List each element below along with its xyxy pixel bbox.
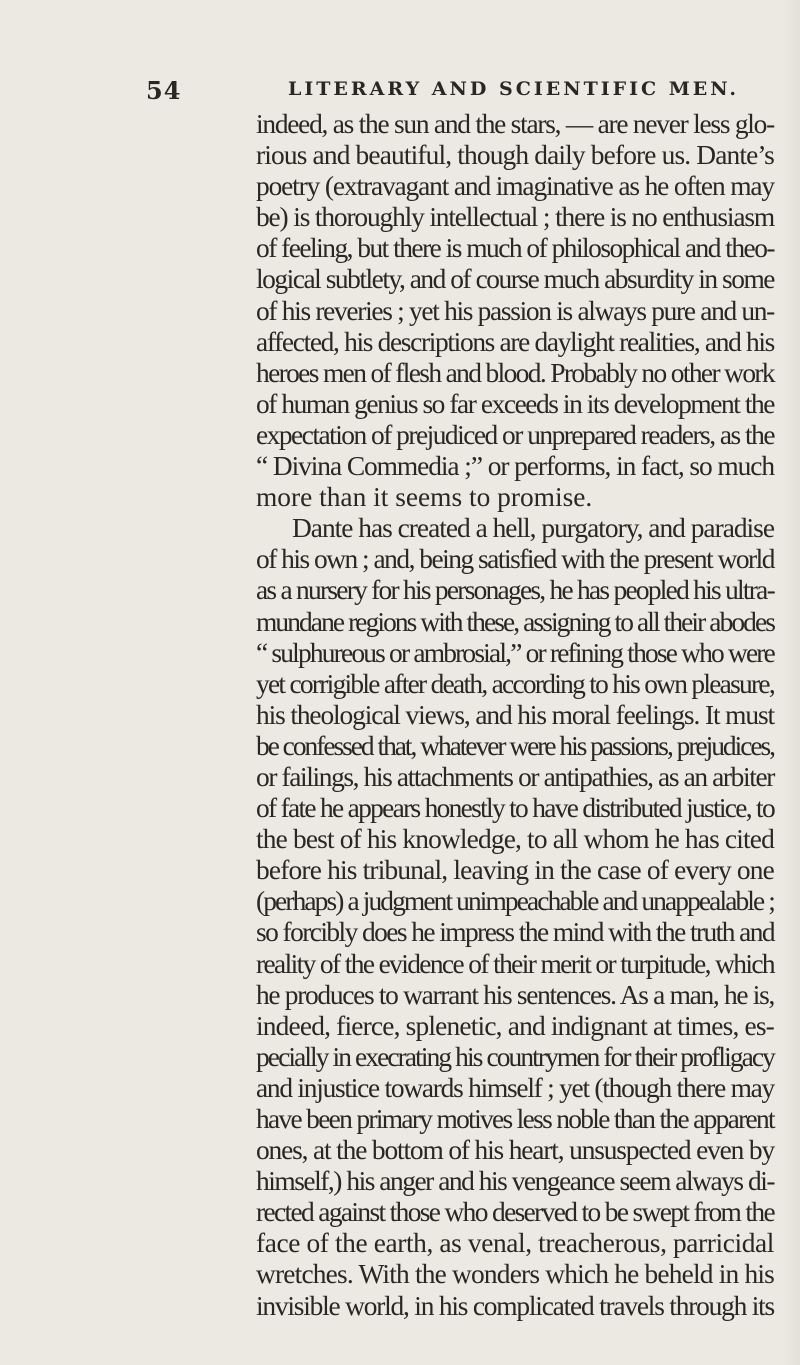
text-line: be) is thoroughly intellectual ; there is no enthusiasm [256,202,774,233]
text-line: logical subtlety, and of course much absurdity in some [256,264,774,295]
text-line: wretches. With the wonders which he beheld in his [256,1259,774,1290]
body-text [256,109,774,1322]
text-line: reality of the evidence of their merit or turpitude, which [256,948,774,979]
text-line: more than it seems to promise. [256,482,593,513]
text-line: of his own ; and, being satisfied with the present world [256,544,774,575]
text-line: himself,) his anger and his vengeance seem always di- [256,1166,774,1197]
paragraph [256,513,774,1321]
text-line: before his tribunal, leaving in the case of every one [256,855,774,886]
text-line: indeed, as the sun and the stars, — are never less glo- [256,109,774,139]
text-line: Dante has created a hell, purgatory, and paradise [292,513,774,544]
text-line: invisible world, in his complicated travels through its [256,1290,774,1321]
text-line: be confessed that, whatever were his passions, prejudices, [256,730,774,761]
text-line: yet corrigible after death, according to his own pleasure, [256,668,774,699]
page-number: 54 [146,76,182,105]
text-line: the best of his knowledge, to all whom he has cited [256,824,774,855]
text-line: rected against those who deserved to be swept from the [256,1197,774,1228]
text-line: and injustice towards himself ; yet (though there may [256,1072,774,1103]
text-line: affected, his descriptions are daylight realities, and his [256,326,774,357]
text-line: mundane regions with these, assigning to all their abodes [256,606,774,637]
text-line: “ sulphureous or ambrosial,” or refining those who were [256,637,774,668]
text-line: or failings, his attachments or antipathies, as an arbiter [256,761,774,792]
text-line: face of the earth, as venal, treacherous, parricidal [256,1228,774,1259]
text-line: heroes men of flesh and blood. Probably no other work [256,357,774,388]
text-line: of his reveries ; yet his passion is always pure and un- [256,295,774,326]
text-line: poetry (extravagant and imaginative as he often may [256,171,774,202]
text-line: indeed, fierce, splenetic, and indignant at times, es- [256,1010,774,1041]
paragraph [256,109,774,513]
text-line: pecially in execrating his countrymen for their profligacy [256,1041,774,1072]
text-line: he produces to warrant his sentences. As a man, he is, [256,979,774,1010]
text-line: of feeling, but there is much of philosophical and theo- [256,233,774,264]
text-line: of fate he appears honestly to have distributed justice, to [256,793,774,824]
text-line: as a nursery for his personages, he has peopled his ultra- [256,575,774,606]
text-line: of human genius so far exceeds in its development the [256,388,774,419]
text-line: have been primary motives less noble than the apparent [256,1104,774,1134]
text-line: rious and beautiful, though daily before us. Dante’s [256,140,774,171]
running-head [146,76,740,106]
text-line: “ Divina Commedia ;” or performs, in fact, so much [256,451,774,482]
text-line: so forcibly does he impress the mind with the truth and [256,917,774,948]
page-edge-shadow [782,0,800,1365]
text-line: his theological views, and his moral feelings. It must [256,699,774,730]
text-line: (perhaps) a judgment unimpeachable and unappealable ; [256,886,774,917]
text-line: ones, at the bottom of his heart, unsuspected even by [256,1135,774,1166]
text-line: expectation of prejudiced or unprepared readers, as the [256,419,774,450]
running-title: LITERARY AND SCIENTIFIC MEN. [288,78,739,100]
